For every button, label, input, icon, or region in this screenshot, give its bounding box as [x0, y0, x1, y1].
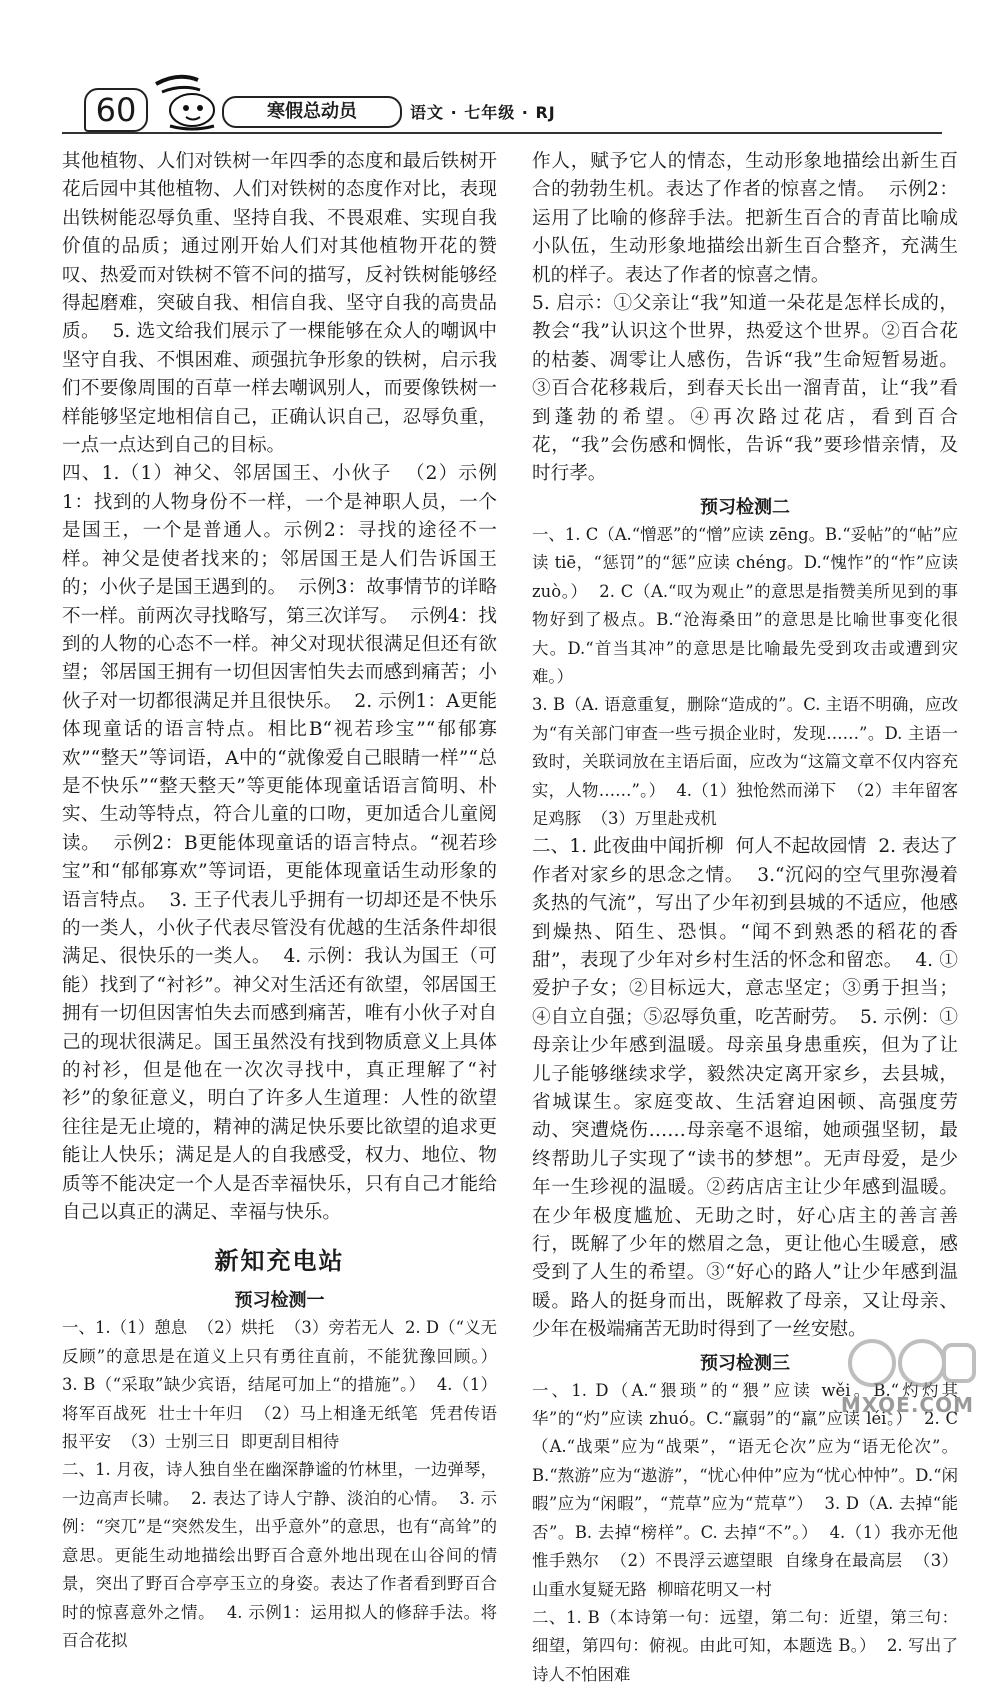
left-column	[62, 148, 508, 1655]
subsection-title: 预习检测二	[700, 496, 790, 518]
answer-paragraph: 5. 启示：①父亲让“我”知道一朵花是怎样长成的，教会“我”认识这个世界，热爱这个世界。②百合花的枯萎、凋零让人感伤，告诉“我”生命短暂易逝。③百合花移栽后，到春天长出一溜青苗，让“我”看到蓬勃的希望。④再次路过花店，看到百合花，“我”会伤感和惆怅，告诉“我”要珍惜亲情，及时行孝。	[532, 293, 958, 485]
subsection-title: 预习检测三	[700, 1352, 790, 1374]
answer-paragraph: 四、1.（1）神父、邻居国王、小伙子 （2）示例1：找到的人物身份不一样，一个是神职人员，一个是国王，一个是普通人。示例2：寻找的途径不一样。神父是使者找来的；邻居国王是人们告诉国王的；小伙子是国王遇到的。 示例3：故事情节的详略不一样。前两次寻找略写，第三次详写。 示例4：找到的人物的心态不一样。神父对现状很满足但还有欲望；邻居国王拥有一切但因害怕失去而感到痛苦；小伙子对一切都很满足并且很快乐。 2. 示例1：A更能体现童话的语言特点。相比B“视若珍宝”“郁郁寡欢”“整天”等词语，A中的“就像爱自己眼睛一样”“总是不快乐”“整天整天”等更能体现童话语言简明、朴实、生动等特点，符合儿童的口吻，更加适合儿童阅读。 示例2：B更能体现童话的语言特点。“视若珍宝”和“郁郁寡欢”等词语，更能体现童话生动形象的语言特点。 3. 王子代表儿乎拥有一切却还是不快乐的一类人，小伙子代表尽管没有优越的生活条件却很满足、很快乐的一类人。 4. 示例：我认为国王（可能）找到了“衬衫”。神父对生活还有欲望，邻居国王拥有一切但因害怕失去而感到痛苦，唯有小伙子对自己的现状很满足。国王虽然没有找到物质意义上具体的衬衫，但是他在一次次寻找中，真正理解了“衬衫”的象征意义，明白了许多人生道理：人性的欲望往往是无止境的，精神的满足快乐要比欲望的追求更能让人快乐；满足是人的自我感受，权力、地位、物质等不能决定一个人是否幸福快乐，只有自己才能给自己以真正的满足、幸福与快乐。	[62, 463, 497, 1224]
right-column	[532, 148, 969, 1689]
subsection-title: 预习检测一	[234, 1290, 325, 1312]
answer-paragraph: 二、1. B（本诗第一句：远望，第二句：近望，第三句：细望，第四句：俯视。由此可知，本题选 B。） 2. 写出了诗人不怕困难	[532, 1607, 958, 1684]
book-title: 寒假总动员	[222, 96, 402, 128]
answer-paragraph: 二、1. 月夜，诗人独自坐在幽深静谧的竹林里，一边弹琴，一边高声长啸。 2. 表达了诗人宁静、淡泊的心情。 3. 示例：“突兀”是“突然发生，出乎意外”的意思，也有“高耸”的意思。更能生动地描绘出野百合意外地出现在山谷间的情景，突出了野百合亭亭玉立的身姿。表达了作者看到野百合时的惊喜意外之情。 4. 示例1：运用拟人的修辞手法。将百合花拟	[62, 1460, 497, 1650]
page-number: 60	[84, 88, 148, 132]
mascot-icon	[148, 70, 228, 134]
answer-paragraph: 一、1. D（A.“猥琐”的“猥”应读 wěi。B.“灼灼其华”的“灼”应读 zhuó。C.“羸弱”的“羸”应读 léi。） 2. C（A.“战栗”应为“战栗”，“语无仑次”应为“语无伦次”。B.“熬游”应为“遨游”，“忧心仲仲”应为“忧心忡忡”。D.“闲暇”应为“闲暇”，“荒草”应为“荒草”） 3. D（A. 去掉“能否”。B. 去掉“榜样”。C. 去掉“不”。） 4.（1）我亦无他 惟手熟尔 （2）不畏浮云遮望眼 自缘身在最高层 （3）山重水复疑无路 柳暗花明又一村	[532, 1380, 969, 1599]
page-header	[62, 70, 942, 134]
header-divider	[62, 132, 942, 134]
answer-paragraph: 一、1.（1）憩息 （2）烘托 （3）旁若无人 2. D（“义无反顾”的意思是在道义上只有勇往直前，不能犹豫回顾。） 3. B（“采取”缺少宾语，结尾可加上“的措施”。） 4.（1）将军百战死 壮士十年归 （2）马上相逢无纸笔 凭君传语报平安 （3）士别三日 即更刮目相待	[62, 1318, 508, 1452]
answer-paragraph: 作人，赋予它人的情态，生动形象地描绘出新生百合的勃勃生机。表达了作者的惊喜之情。 示例2：运用了比喻的修辞手法。把新生百合的青苗比喻成小队伍，生动形象地描绘出新生百合整齐，充满生机的样子。表达了作者的惊喜之情。	[532, 151, 958, 286]
answer-paragraph: 二、1. 此夜曲中闻折柳 何人不起故园情 2. 表达了作者对家乡的思念之情。 3.“沉闷的空气里弥漫着炙热的气流”，写出了少年初到县城的不适应，他感到燥热、陌生、恐惧。“闻不到熟悉的稻花的香甜”，表现了少年对乡村生活的怀念和留恋。 4. ①爱护子女；②目标远大，意志坚定；③勇于担当；④自立自强；⑤忍辱负重，吃苦耐劳。 5. 示例：①母亲让少年感到温暖。母亲虽身患重疾，但为了让儿子能够继续求学，毅然决定离开家乡，去县城，省城谋生。家庭变故、生活窘迫困顿、高强度劳动、突遭烧伤……母亲毫不退缩，她顽强坚韧，最终帮助儿子实现了“读书的梦想”。无声母爱，是少年一生珍视的温暖。②药店店主让少年感到温暖。在少年极度尴尬、无助之时，好心店主的善言善行，既解了少年的燃眉之急，更让他心生暖意，感受到了人生的希望。③“好心的路人”让少年感到温暖。路人的挺身而出，既解救了母亲，又让母亲、少年在极端痛苦无助时得到了一丝安慰。	[532, 836, 958, 1341]
section-title: 新知充电站	[214, 1247, 345, 1276]
subject-label: 语文 · 七年级 · RJ	[410, 103, 556, 122]
answer-paragraph: 3. B（A. 语意重复，删除“造成的”。C. 主语不明确，应改为“有关部门审查一些亏损企业时，发现……”。D. 主语一致时，关联词放在主语后面，应改为“这篇文章不仅内容充实，人物……”。） 4.（1）独怆然而涕下 （2）丰年留客足鸡豚 （3）万里赴戎机	[532, 695, 958, 828]
answer-paragraph: 其他植物、人们对铁树一年四季的态度和最后铁树开花后园中其他植物、人们对铁树的态度作对比，表现出铁树能忍辱负重、坚持自我、不畏艰难、实现自我价值的品质；通过刚开始人们对其他植物开花的赞叹、热爱而对铁树不管不问的描写，反衬铁树能够经得起磨难，突破自我、相信自我、坚守自我的高贵品质。 5. 选文给我们展示了一棵能够在众人的嘲讽中坚守自我、不惧困难、顽强抗争形象的铁树，启示我们不要像周围的百草一样去嘲讽别人，而要像铁树一样能够坚定地相信自己，正确认识自己，忍辱负重，一点一点达到自己的目标。	[62, 151, 497, 457]
watermark-text: MXQE.COM	[840, 1393, 974, 1417]
answer-paragraph: 一、1. C（A.“憎恶”的“憎”应读 zēng。B.“妥帖”的“帖”应读 tiē，“惩罚”的“惩”应读 chéng。D.“愧怍”的“怍”应读 zuò。） 2. C（A.“叹为观止”的意思是指赞美所见到的事物好到了极点。B.“沧海桑田”的意思是比喻世事变化很大。D.“首当其冲”的意思是比喻最先受到攻击或遭到灾难。）	[532, 524, 964, 686]
